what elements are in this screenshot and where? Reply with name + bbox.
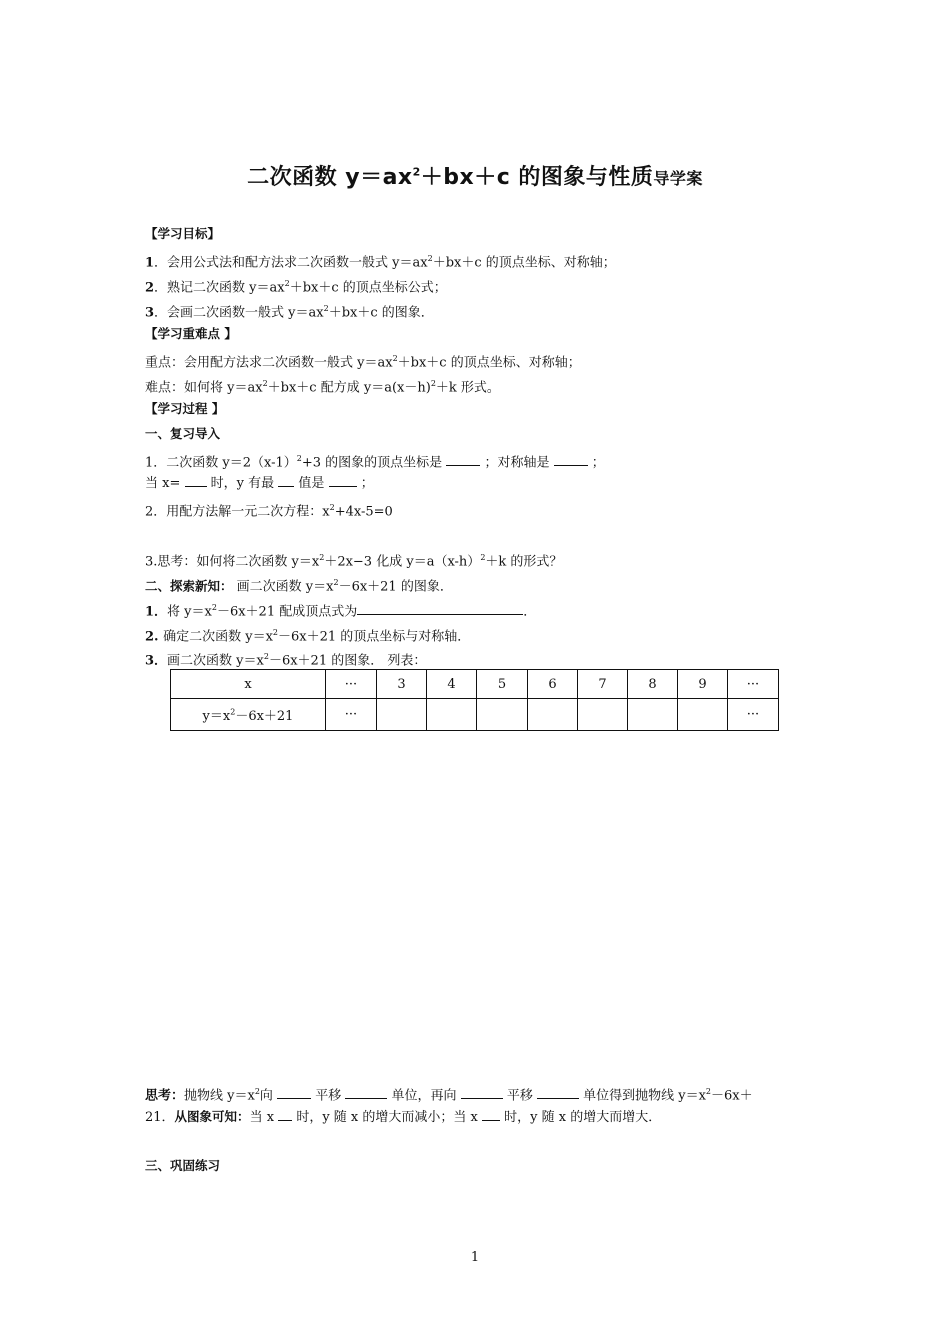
- answer-blank[interactable]: [554, 453, 588, 466]
- process-heading: 【学习过程 】: [145, 401, 225, 416]
- objective-1: 1．会用公式法和配方法求二次函数一般式 $y=ax^2+bx+c$ 的顶点坐标、对称轴；: [145, 254, 616, 271]
- think-line-1: 思考：抛物线 $y=x^2$向 平移 单位，再向 平移 单位得到抛物线 $y=x^2-6x+$: [145, 1087, 753, 1104]
- answer-blank[interactable]: [329, 474, 357, 487]
- review-question-3: 3.思考：如何将二次函数 $y=x^2+2x-3$ 化成 $y=a(x-h)^2+k$ 的形式？: [145, 553, 563, 570]
- title-suffix: 导学案: [653, 169, 703, 188]
- answer-blank[interactable]: [357, 602, 523, 615]
- table-cell: 7: [578, 670, 628, 699]
- value-table: [170, 669, 779, 731]
- table-cell: ···: [326, 699, 377, 731]
- table-row: [171, 699, 779, 731]
- title-text: 二次函数 y＝ax: [247, 165, 413, 190]
- table-input-cell[interactable]: [578, 699, 628, 731]
- answer-blank[interactable]: [345, 1086, 387, 1099]
- answer-blank[interactable]: [482, 1108, 500, 1121]
- page-number: 1: [470, 1250, 480, 1265]
- section-2-line: 二、探索新知： 画二次函数 $y=x^2-6x+21$ 的图象．: [145, 578, 453, 595]
- keypoints-heading: 【学习重难点 】: [145, 326, 237, 341]
- table-header-y: $y=x^2-6x+21$: [171, 699, 326, 731]
- answer-blank[interactable]: [446, 453, 480, 466]
- table-input-cell[interactable]: [678, 699, 728, 731]
- title-superscript: 2: [412, 165, 421, 179]
- think-line-2: 21．从图象可知：当 x 时，y 随 x 的增大而减小；当 x 时，y 随 x 的增大而增大．: [145, 1109, 662, 1125]
- objective-2: 2．熟记二次函数 $y=ax^2+bx+c$ 的顶点坐标公式；: [145, 279, 447, 296]
- answer-blank[interactable]: [537, 1086, 579, 1099]
- objective-3: 3．会画二次函数一般式 $y=ax^2+bx+c$ 的图象．: [145, 304, 434, 321]
- table-cell: 8: [628, 670, 678, 699]
- table-cell: ···: [326, 670, 377, 699]
- table-cell: 5: [477, 670, 528, 699]
- answer-blank[interactable]: [278, 1108, 292, 1121]
- answer-blank[interactable]: [461, 1086, 503, 1099]
- explore-item-1: 1．将 $y=x^2-6x+21$ 配成顶点式为 ．: [145, 603, 537, 620]
- table-header-x: x: [171, 670, 326, 699]
- focus-point: 重点：会用配方法求二次函数一般式 $y=ax^2+bx+c$ 的顶点坐标、对称轴；: [145, 354, 581, 371]
- review-question-1b: 当 x= 时，y 有最 值是 ；: [145, 476, 374, 491]
- table-cell: 6: [528, 670, 578, 699]
- section-3-heading: 三、巩固练习: [145, 1158, 221, 1173]
- table-input-cell[interactable]: [528, 699, 578, 731]
- review-question-2: 2．用配方法解一元二次方程：$x^2+4x-5=0$: [145, 503, 393, 520]
- review-question-1: 1．二次函数 $y=2(x-1)^2+3$ 的图象的顶点坐标是 ；对称轴是 ；: [145, 454, 605, 471]
- answer-blank[interactable]: [185, 474, 207, 487]
- think-label: 思考：: [145, 1088, 185, 1104]
- difficulty-point: 难点：如何将 $y=ax^2+bx+c$ 配方成 $y=a(x-h)^2+k$ 形式。: [145, 379, 500, 396]
- table-cell: 4: [427, 670, 477, 699]
- table-input-cell[interactable]: [427, 699, 477, 731]
- table-cell: 9: [678, 670, 728, 699]
- page-title: [0, 160, 950, 191]
- title-text-2: ＋bx＋c 的图象与性质: [420, 165, 654, 190]
- table-cell: ···: [728, 670, 779, 699]
- table-cell: 3: [377, 670, 427, 699]
- section-1-heading: 一、复习导入: [145, 426, 221, 441]
- answer-blank[interactable]: [278, 474, 294, 487]
- section-2-heading: 二、探索新知：: [145, 578, 233, 594]
- explore-item-2: 2. 确定二次函数 $y=x^2-6x+21$ 的顶点坐标与对称轴．: [145, 628, 471, 645]
- objectives-heading: 【学习目标】: [145, 226, 221, 241]
- answer-blank[interactable]: [277, 1086, 311, 1099]
- table-input-cell[interactable]: [477, 699, 528, 731]
- table-row: [171, 670, 779, 699]
- table-cell: ···: [728, 699, 779, 731]
- table-input-cell[interactable]: [628, 699, 678, 731]
- table-input-cell[interactable]: [377, 699, 427, 731]
- explore-item-3: 3．画二次函数 $y=x^2-6x+21$ 的图象． 列表：: [145, 652, 427, 669]
